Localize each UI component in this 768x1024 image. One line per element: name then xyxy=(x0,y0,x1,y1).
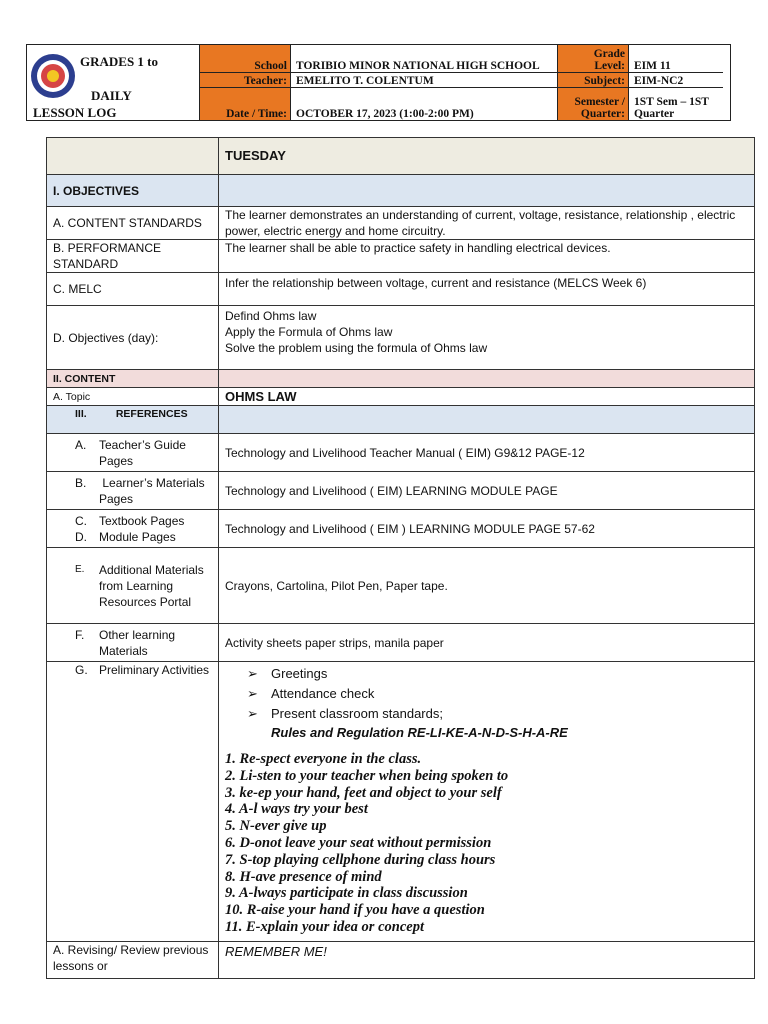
ref-letter: D. xyxy=(75,529,87,544)
corner-cell xyxy=(47,138,219,175)
ref-g-label xyxy=(47,662,219,942)
ref-f-value: Activity sheets paper strips, manila paper xyxy=(219,624,755,662)
ref-label: Module Pages xyxy=(99,529,176,544)
rules-title: Rules and Regulation RE-LI-KE-A-N-D-S-H-A-RE xyxy=(271,725,568,740)
rule-item: 3. ke-ep your hand, feet and object to your self xyxy=(225,784,502,801)
header-info-grid xyxy=(200,45,730,120)
lesson-log-title: LESSON LOG xyxy=(33,105,117,120)
ref-letter: B. xyxy=(75,475,87,490)
grade-level-value: EIM 11 xyxy=(629,45,723,73)
rule-item: 2. Li-sten to your teacher when being spoken to xyxy=(225,767,509,784)
rule-item: 6. D-onot leave your seat without permission xyxy=(225,834,492,851)
subject-label: Subject: xyxy=(558,73,629,88)
melc-value: Infer the relationship between voltage, current and resistance (MELCS Week 6) xyxy=(219,273,755,306)
ref-label: Learner’s Materials Pages xyxy=(99,475,208,506)
grades-title: GRADES 1 to xyxy=(80,54,159,69)
teacher-value: EMELITO T. COLENTUM xyxy=(291,73,558,88)
content-standards-label: A. CONTENT STANDARDS xyxy=(47,207,219,240)
ref-label: Textbook Pages xyxy=(99,513,185,528)
date-time-value: OCTOBER 17, 2023 (1:00-2:00 PM) xyxy=(291,88,558,120)
grade-level-label: Grade Level: xyxy=(558,45,629,73)
rule-item: 5. N-ever give up xyxy=(225,818,327,835)
ref-letter: C. xyxy=(75,513,87,528)
ref-cd-value: Technology and Livelihood ( EIM ) LEARNING MODULE PAGE 57-62 xyxy=(219,510,755,548)
title-block xyxy=(27,45,200,120)
content-blank xyxy=(219,370,755,388)
rule-item: 1. Re-spect everyone in the class. xyxy=(225,751,422,767)
objectives-day-label: D. Objectives (day): xyxy=(47,306,219,370)
rules-list xyxy=(225,751,748,936)
performance-standard-value: The learner shall be able to practice safety in handling electrical devices. xyxy=(219,240,755,273)
ref-b-value: Technology and Livelihood ( EIM) LEARNING MODULE PAGE xyxy=(219,472,755,510)
references-blank xyxy=(219,406,755,434)
ref-letter: G. xyxy=(75,663,88,677)
school-value: TORIBIO MINOR NATIONAL HIGH SCHOOL xyxy=(291,45,558,73)
objectives-day-value xyxy=(219,306,755,370)
ref-cd-label xyxy=(47,510,219,548)
revising-value: REMEMBER ME! xyxy=(219,942,755,979)
objectives-blank xyxy=(219,175,755,207)
performance-standard-label: B. PERFORMANCE STANDARD xyxy=(47,240,219,273)
ref-letter: F. xyxy=(75,627,85,642)
teacher-label: Teacher: xyxy=(200,73,291,88)
rule-item: 11. E-xplain your idea or concept xyxy=(225,918,424,935)
revising-label: A. Revising/ Review previous lessons or xyxy=(47,942,219,979)
day-heading: TUESDAY xyxy=(219,138,755,175)
references-heading: III. REFERENCES xyxy=(47,406,219,434)
ref-a-label xyxy=(47,434,219,472)
ref-label: Other learning Materials xyxy=(99,627,176,658)
ref-label: Additional Materials from Learning Resources Portal xyxy=(99,562,204,609)
school-label: School xyxy=(200,45,291,73)
semester-value: 1ST Sem – 1ST Quarter xyxy=(634,96,709,120)
preliminary-bullet-list xyxy=(225,662,748,724)
rule-item: 8. H-ave presence of mind xyxy=(225,868,382,885)
ref-label: Preliminary Activities xyxy=(99,663,210,677)
content-heading: II. CONTENT xyxy=(47,370,219,388)
topic-value: OHMS LAW xyxy=(219,388,755,406)
melc-label: C. MELC xyxy=(47,273,219,306)
lesson-log-table xyxy=(46,137,755,979)
ref-b-label xyxy=(47,472,219,510)
daily-title: DAILY xyxy=(91,88,132,103)
semester-label: Semester / Quarter: xyxy=(558,88,629,120)
topic-label: A. Topic xyxy=(47,388,219,406)
ref-e-label xyxy=(47,548,219,624)
content-standards-value: The learner demonstrates an understanding of current, voltage, resistance, relationship , electric power, electric energy and home circuitry. xyxy=(219,207,755,240)
preliminary-activities-value xyxy=(219,662,755,942)
ref-a-value: Technology and Livelihood Teacher Manual ( EIM) G9&12 PAGE-12 xyxy=(219,434,755,472)
bullet-item: ➢ Attendance check xyxy=(247,684,748,704)
ref-label: Teacher’s Guide Pages xyxy=(99,437,186,468)
objective-line: Defind Ohms law xyxy=(225,309,317,323)
objective-line: Apply the Formula of Ohms law xyxy=(225,325,393,339)
bullet-item: ➢ Present classroom standards; xyxy=(247,704,748,724)
rule-item: 10. R-aise your hand if you have a question xyxy=(225,902,485,919)
header-box xyxy=(26,44,731,121)
ref-letter: E. xyxy=(75,563,85,575)
objective-line: Solve the problem using the formula of Ohms law xyxy=(225,341,488,355)
deped-seal-icon xyxy=(30,53,76,99)
date-time-label: Date / Time: xyxy=(200,88,291,120)
bullet-item: ➢ Greetings xyxy=(247,664,748,684)
ref-f-label xyxy=(47,624,219,662)
rule-item: 9. A-lways participate in class discussion xyxy=(225,885,468,902)
objectives-heading: I. OBJECTIVES xyxy=(47,175,219,207)
ref-letter: A. xyxy=(75,437,87,452)
ref-e-value: Crayons, Cartolina, Pilot Pen, Paper tape. xyxy=(219,548,755,624)
rule-item: 4. A-l ways try your best xyxy=(225,801,368,818)
subject-value: EIM-NC2 xyxy=(629,73,723,88)
rule-item: 7. S-top playing cellphone during class hours xyxy=(225,851,496,868)
